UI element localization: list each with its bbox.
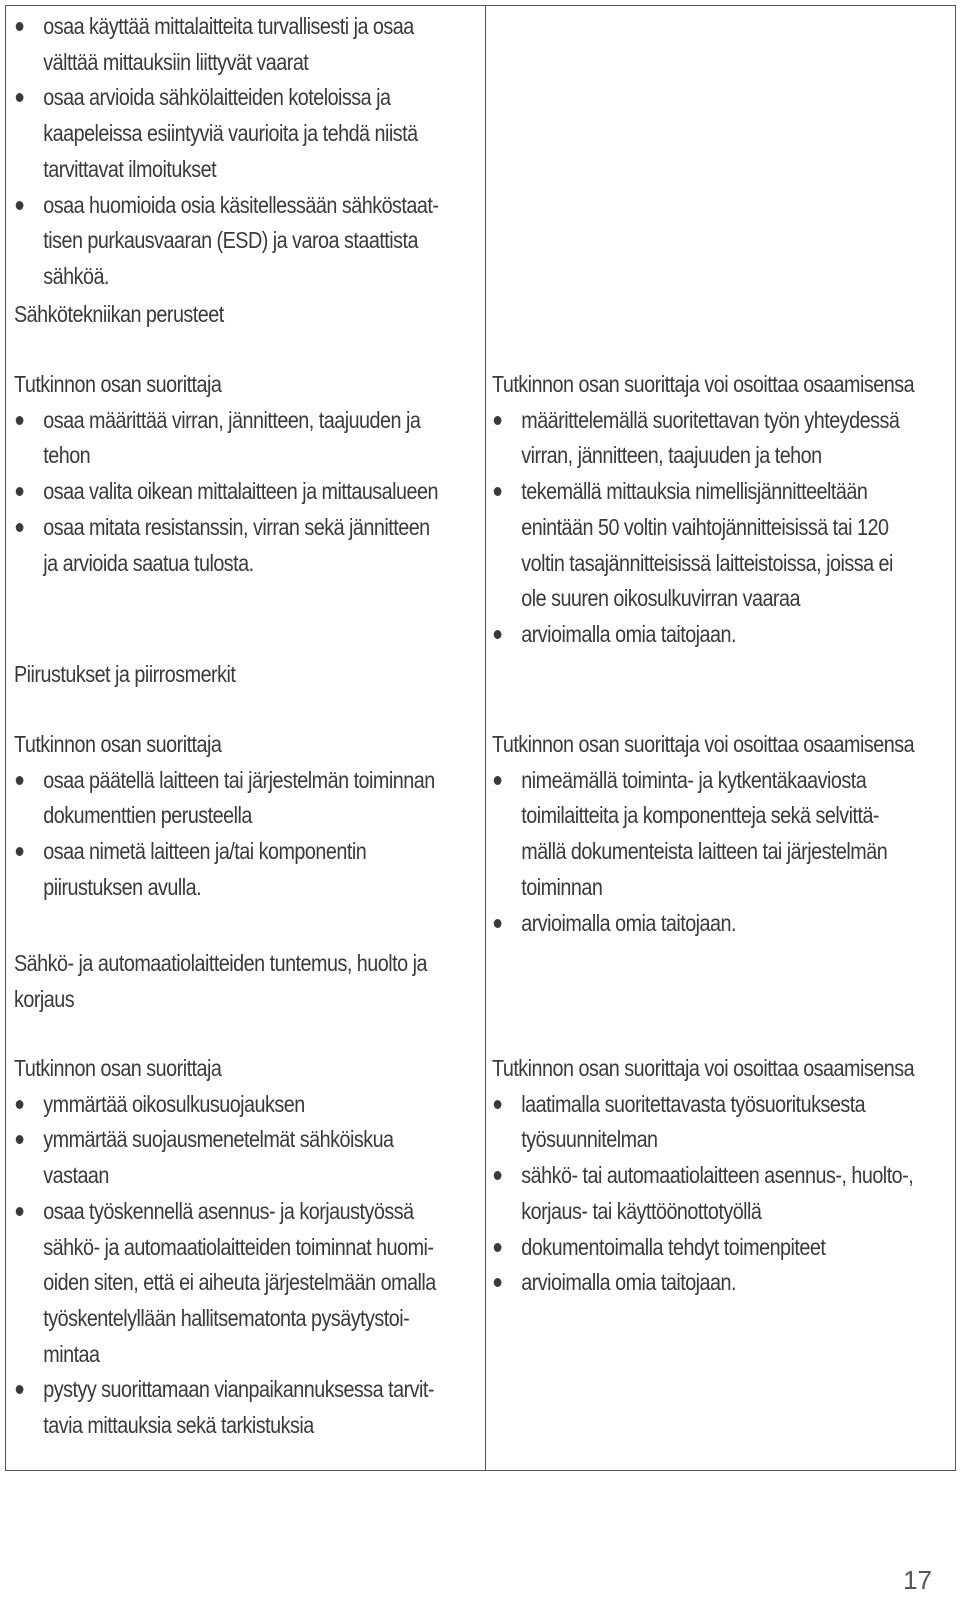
list-item bbox=[14, 510, 430, 581]
text-line: arvioimalla omia taitojaan. bbox=[521, 1269, 736, 1296]
text-line: korjaus bbox=[14, 985, 75, 1012]
text-line: oiden siten, että ei aiheuta järjestelmään omalla bbox=[43, 1269, 436, 1296]
section-title-maintenance bbox=[14, 946, 427, 1017]
text-line: tehon bbox=[43, 442, 91, 469]
text-line: osaa arvioida sähkölaitteiden koteloissa ja bbox=[43, 84, 391, 111]
right-intro: Tutkinnon osan suorittaja voi osoittaa osaamisensa bbox=[492, 731, 915, 757]
text-line: kaapeleissa esiintyviä vaurioita ja tehdä niistä bbox=[43, 120, 418, 147]
text-line: dokumenttien perusteella bbox=[43, 802, 252, 829]
list-item bbox=[14, 403, 421, 474]
text-line: osaa mitata resistanssin, virran sekä jännitteen bbox=[43, 513, 430, 540]
text-line: Sähkötekniikan perusteet bbox=[14, 301, 224, 327]
text-line: sähköä. bbox=[43, 262, 109, 289]
list-item bbox=[492, 403, 900, 474]
top-left-list bbox=[14, 9, 439, 295]
text-line: osaa huomioida osia käsitellessään sähköstaat- bbox=[43, 191, 439, 218]
list-item bbox=[14, 80, 418, 187]
list-item bbox=[14, 1087, 401, 1123]
text-line: ole suuren oikosulkuvirran vaaraa bbox=[521, 585, 800, 612]
list-item bbox=[14, 1194, 436, 1373]
list-item bbox=[14, 474, 438, 510]
text-line: osaa nimetä laitteen ja/tai komponentin bbox=[43, 838, 367, 865]
text-line: toiminnan bbox=[521, 873, 603, 900]
text-line: mintaa bbox=[43, 1340, 100, 1367]
text-line: ymmärtää suojausmenetelmät sähköiskua bbox=[43, 1126, 394, 1153]
section-drawings-right bbox=[492, 727, 915, 941]
section-electrical-basics-left bbox=[14, 367, 438, 581]
text-line: osaa päätellä laitteen tai järjestelmän toiminnan bbox=[43, 766, 435, 793]
left-intro: Tutkinnon osan suorittaja bbox=[14, 731, 222, 757]
text-line: työskentelyllään hallitsematonta pysäytystoi- bbox=[43, 1304, 410, 1331]
list-item bbox=[14, 834, 401, 905]
list-item bbox=[492, 617, 879, 653]
section-electrical-basics-right bbox=[492, 367, 915, 653]
text-line: ymmärtää oikosulkusuojauksen bbox=[43, 1090, 305, 1117]
list-item bbox=[492, 1265, 879, 1301]
text-line: Piirustukset ja piirrosmerkit bbox=[14, 661, 236, 687]
list-item bbox=[492, 474, 893, 617]
left-intro: Tutkinnon osan suorittaja bbox=[14, 371, 222, 397]
text-line: pystyy suorittamaan vianpaikannuksessa tarvit- bbox=[43, 1376, 434, 1403]
text-line: nimeämällä toiminta- ja kytkentäkaaviosta bbox=[521, 766, 867, 793]
list-item bbox=[14, 1372, 434, 1443]
list-item bbox=[14, 188, 439, 295]
text-line: piirustuksen avulla. bbox=[43, 873, 202, 900]
text-line: tarvittavat ilmoitukset bbox=[43, 155, 217, 182]
list-item bbox=[14, 1122, 401, 1193]
text-line: tisen purkausvaaran (ESD) ja varoa staattista bbox=[43, 227, 419, 254]
text-line: arvioimalla omia taitojaan. bbox=[521, 909, 736, 936]
section-title-electrical-basics bbox=[14, 297, 401, 333]
text-line: laatimalla suoritettavasta työsuorituksesta bbox=[521, 1090, 866, 1117]
text-line: mällä dokumenteista laitteen tai järjestelmän bbox=[521, 838, 888, 865]
page-number: 17 bbox=[903, 1565, 932, 1595]
text-line: vastaan bbox=[43, 1162, 109, 1189]
list-item bbox=[14, 9, 414, 80]
list-item bbox=[492, 763, 888, 906]
text-line: voltin tasajännitteisissä laitteistoissa, joissa ei bbox=[521, 549, 893, 576]
text-line: tekemällä mittauksia nimellisjännitteeltään bbox=[521, 478, 868, 505]
text-line: sähkö- ja automaatiolaitteiden toiminnat huomi- bbox=[43, 1233, 434, 1260]
list-item bbox=[492, 1230, 879, 1266]
section-drawings-left bbox=[14, 727, 435, 906]
section-maintenance-right bbox=[492, 1051, 915, 1301]
text-line: Sähkö- ja automaatiolaitteiden tuntemus, huolto ja bbox=[14, 950, 427, 976]
right-intro: Tutkinnon osan suorittaja voi osoittaa osaamisensa bbox=[492, 371, 915, 397]
list-item bbox=[492, 1087, 879, 1158]
text-line: osaa määrittää virran, jännitteen, taajuuden ja bbox=[43, 406, 421, 433]
text-line: tavia mittauksia sekä tarkistuksia bbox=[43, 1412, 314, 1439]
text-line: sähkö- tai automaatiolaitteen asennus-, huolto-, bbox=[521, 1162, 914, 1189]
text-line: osaa käyttää mittalaitteita turvallisesti ja osaa bbox=[43, 13, 414, 39]
text-line: dokumentoimalla tehdyt toimenpiteet bbox=[521, 1233, 826, 1260]
right-intro: Tutkinnon osan suorittaja voi osoittaa osaamisensa bbox=[492, 1055, 915, 1081]
list-item bbox=[14, 763, 435, 834]
text-line: osaa valita oikean mittalaitteen ja mittausalueen bbox=[43, 478, 438, 505]
section-maintenance-left bbox=[14, 1051, 436, 1444]
text-line: arvioimalla omia taitojaan. bbox=[521, 620, 736, 647]
text-line: työsuunnitelman bbox=[521, 1126, 658, 1153]
text-line: toimilaitteita ja komponentteja sekä selvittä- bbox=[521, 802, 880, 829]
section-title-drawings bbox=[14, 657, 401, 693]
text-line: määrittelemällä suoritettavan työn yhteydessä bbox=[521, 406, 900, 433]
list-item bbox=[492, 906, 879, 942]
text-line: enintään 50 voltin vaihtojännitteisissä tai 120 bbox=[521, 513, 889, 540]
text-line: välttää mittauksiin liittyvät vaarat bbox=[43, 48, 309, 75]
column-divider bbox=[485, 6, 486, 1470]
text-line: osaa työskennellä asennus- ja korjaustyössä bbox=[43, 1197, 414, 1224]
text-line: ja arvioida saatua tulosta. bbox=[43, 549, 254, 576]
list-item bbox=[492, 1158, 914, 1229]
text-line: korjaus- tai käyttöönottotyöllä bbox=[521, 1197, 762, 1224]
left-intro: Tutkinnon osan suorittaja bbox=[14, 1055, 222, 1081]
text-line: virran, jännitteen, taajuuden ja tehon bbox=[521, 442, 822, 469]
